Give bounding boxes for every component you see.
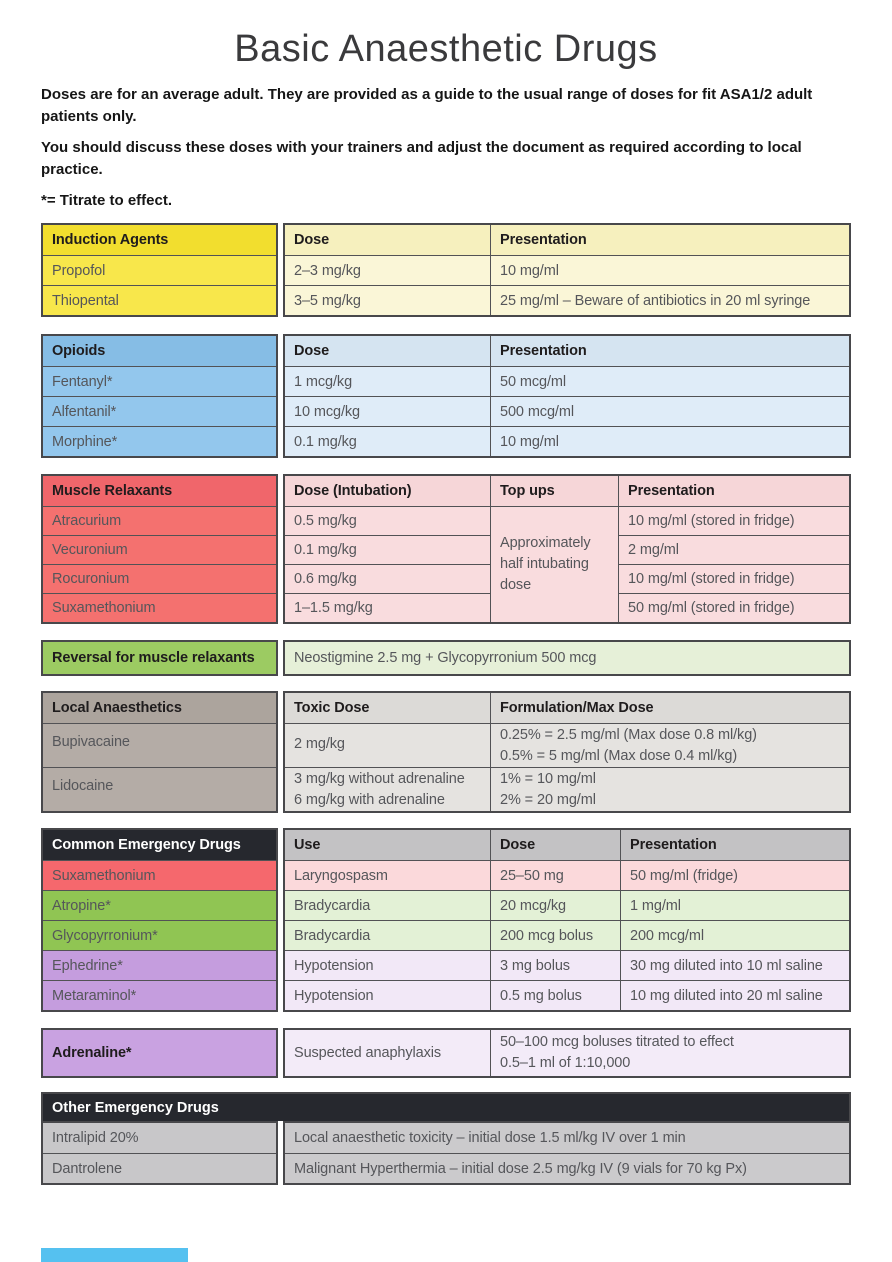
opioids-table [41, 334, 851, 458]
use-cell: Laryngospasm [285, 860, 490, 890]
reversal-table [41, 640, 851, 676]
presentation-cell: 50 mg/ml (stored in fridge) [618, 593, 849, 622]
dose-cell: 1 mcg/kg [285, 366, 490, 396]
dose-cell: 0.5 mg bolus [490, 980, 620, 1010]
dose-header-cell: Dose [285, 336, 490, 366]
toxic-dose-line: 2 mg/kg [294, 736, 345, 752]
drug-name-cell: Alfentanil* [43, 396, 276, 426]
local-anaesthetics-header-cell: Local Anaesthetics [43, 693, 276, 723]
dose-cell: 0.6 mg/kg [285, 564, 490, 593]
info-cell: Local anaesthetic toxicity – initial dose 1.5 ml/kg IV over 1 min [285, 1123, 849, 1153]
dose-cell: 0.5 mg/kg [285, 506, 490, 535]
drug-name-cell: Glycopyrronium* [43, 920, 276, 950]
muscle-relaxants-header-cell: Muscle Relaxants [43, 476, 276, 506]
next-page-table-sliver [41, 1248, 188, 1262]
toxic-dose-line: 6 mg/kg with adrenaline [294, 791, 445, 808]
presentation-cell: 25 mg/ml – Beware of antibiotics in 20 ml syringe [490, 285, 849, 315]
presentation-cell: 50 mg/ml (fridge) [620, 860, 849, 890]
formulation-line: 2% = 20 mg/ml [500, 791, 596, 808]
presentation-cell: 10 mg/ml (stored in fridge) [618, 564, 849, 593]
presentation-cell: 10 mg diluted into 20 ml saline [620, 980, 849, 1010]
drug-name-cell: Thiopental [43, 285, 276, 315]
presentation-cell: 2 mg/ml [618, 535, 849, 564]
presentation-cell: 500 mcg/ml [490, 396, 849, 426]
dose-cell: 2–3 mg/kg [285, 255, 490, 285]
top-ups-header-cell: Top ups [490, 476, 618, 506]
presentation-cell: 50 mcg/ml [490, 366, 849, 396]
drug-name-cell: Suxamethonium [43, 860, 276, 890]
drug-name-cell: Propofol [43, 255, 276, 285]
adrenaline-header-cell: Adrenaline* [43, 1030, 276, 1076]
drug-name-cell: Rocuronium [43, 564, 276, 593]
dose-line: 0.5–1 ml of 1:10,000 [500, 1055, 631, 1071]
presentation-header-cell: Presentation [490, 225, 849, 255]
intro-paragraph-2: You should discuss these doses with your trainers and adjust the document as required according to local practice. [41, 139, 802, 178]
other-emergency-drugs-table [41, 1121, 851, 1185]
drug-name-cell: Atropine* [43, 890, 276, 920]
reversal-detail-grid [283, 640, 851, 676]
other-emergency-detail-grid [283, 1121, 851, 1185]
reversal-header-cell: Reversal for muscle relaxants [43, 642, 276, 674]
use-cell: Suspected anaphylaxis [285, 1030, 490, 1076]
top-ups-note: Approximately half intubating dose [500, 535, 591, 593]
dose-cell: 200 mcg bolus [490, 920, 620, 950]
drug-name-cell: Dantrolene [43, 1153, 276, 1183]
dose-cell: 25–50 mg [490, 860, 620, 890]
drug-name-cell: Morphine* [43, 426, 276, 456]
dose-intubation-header-cell: Dose (Intubation) [285, 476, 490, 506]
dose-cell: 0.1 mg/kg [285, 426, 490, 456]
use-cell: Hypotension [285, 950, 490, 980]
common-emergency-drug-column [41, 828, 278, 1012]
induction-detail-grid [283, 223, 851, 317]
dose-cell: 0.1 mg/kg [285, 535, 490, 564]
local-anaesthetics-table [41, 691, 851, 813]
intro-paragraph-1: Doses are for an average adult. They are provided as a guide to the usual range of doses for fit ASA1/2 adult patients only. [41, 86, 813, 125]
formulation-cell [490, 723, 849, 767]
local-anaesthetics-detail-grid [283, 691, 851, 813]
drug-name-cell: Atracurium [43, 506, 276, 535]
muscle-relaxants-table [41, 474, 851, 624]
adrenaline-detail-grid [283, 1028, 851, 1078]
toxic-dose-cell [285, 723, 490, 767]
dose-cell: 3–5 mg/kg [285, 285, 490, 315]
page-title: Basic Anaesthetic Drugs [234, 28, 658, 70]
common-emergency-header-cell: Common Emergency Drugs [43, 830, 276, 860]
info-cell: Malignant Hyperthermia – initial dose 2.5 mg/kg IV (9 vials for 70 kg Px) [285, 1153, 849, 1183]
use-cell: Bradycardia [285, 890, 490, 920]
dose-line: 50–100 mcg boluses titrated to effect [500, 1034, 734, 1050]
presentation-cell: 1 mg/ml [620, 890, 849, 920]
induction-header-cell: Induction Agents [43, 225, 276, 255]
other-emergency-header-bar: Other Emergency Drugs [41, 1092, 851, 1123]
top-ups-merged-cell [490, 506, 618, 622]
reversal-value-cell: Neostigmine 2.5 mg + Glycopyrronium 500 mcg [285, 642, 849, 674]
formulation-line: 0.25% = 2.5 mg/ml (Max dose 0.8 ml/kg) [500, 726, 757, 743]
drug-name-cell: Suxamethonium [43, 593, 276, 622]
use-cell: Bradycardia [285, 920, 490, 950]
presentation-cell: 30 mg diluted into 10 ml saline [620, 950, 849, 980]
formulation-line: 1% = 10 mg/ml [500, 770, 596, 787]
drug-name-cell: Lidocaine [43, 767, 276, 811]
dose-cell: 10 mcg/kg [285, 396, 490, 426]
drug-name-cell: Bupivacaine [43, 723, 276, 767]
presentation-header-cell: Presentation [618, 476, 849, 506]
muscle-relaxants-drug-column [41, 474, 278, 624]
drug-name-cell: Fentanyl* [43, 366, 276, 396]
titrate-note: *= Titrate to effect. [41, 192, 173, 209]
local-anaesthetics-drug-column [41, 691, 278, 813]
induction-agents-table [41, 223, 851, 317]
opioids-header-cell: Opioids [43, 336, 276, 366]
opioids-detail-grid [283, 334, 851, 458]
adrenaline-label-column [41, 1028, 278, 1078]
dose-cell: 1–1.5 mg/kg [285, 593, 490, 622]
presentation-header-cell: Presentation [620, 830, 849, 860]
formulation-line: 0.5% = 5 mg/ml (Max dose 0.4 ml/kg) [500, 747, 738, 764]
dose-cell: 20 mcg/kg [490, 890, 620, 920]
opioids-drug-column [41, 334, 278, 458]
muscle-relaxants-detail-grid [283, 474, 851, 624]
document-content [41, 0, 851, 1185]
common-emergency-detail-grid [283, 828, 851, 1012]
other-emergency-drug-column [41, 1121, 278, 1185]
toxic-dose-line: 3 mg/kg without adrenaline [294, 770, 465, 787]
use-header-cell: Use [285, 830, 490, 860]
dose-header-cell: Dose [285, 225, 490, 255]
presentation-cell: 10 mg/ml (stored in fridge) [618, 506, 849, 535]
dose-cell [490, 1030, 849, 1076]
formulation-cell [490, 767, 849, 811]
use-cell: Hypotension [285, 980, 490, 1010]
toxic-dose-cell [285, 767, 490, 811]
reversal-label-column [41, 640, 278, 676]
induction-drug-column [41, 223, 278, 317]
adrenaline-table [41, 1028, 851, 1078]
drug-name-cell: Vecuronium [43, 535, 276, 564]
presentation-cell: 10 mg/ml [490, 426, 849, 456]
dose-header-cell: Dose [490, 830, 620, 860]
formulation-header-cell: Formulation/Max Dose [490, 693, 849, 723]
dose-cell: 3 mg bolus [490, 950, 620, 980]
toxic-dose-header-cell: Toxic Dose [285, 693, 490, 723]
presentation-cell: 200 mcg/ml [620, 920, 849, 950]
presentation-header-cell: Presentation [490, 336, 849, 366]
drug-name-cell: Intralipid 20% [43, 1123, 276, 1153]
common-emergency-drugs-table [41, 828, 851, 1012]
drug-name-cell: Ephedrine* [43, 950, 276, 980]
presentation-cell: 10 mg/ml [490, 255, 849, 285]
drug-name-cell: Metaraminol* [43, 980, 276, 1010]
